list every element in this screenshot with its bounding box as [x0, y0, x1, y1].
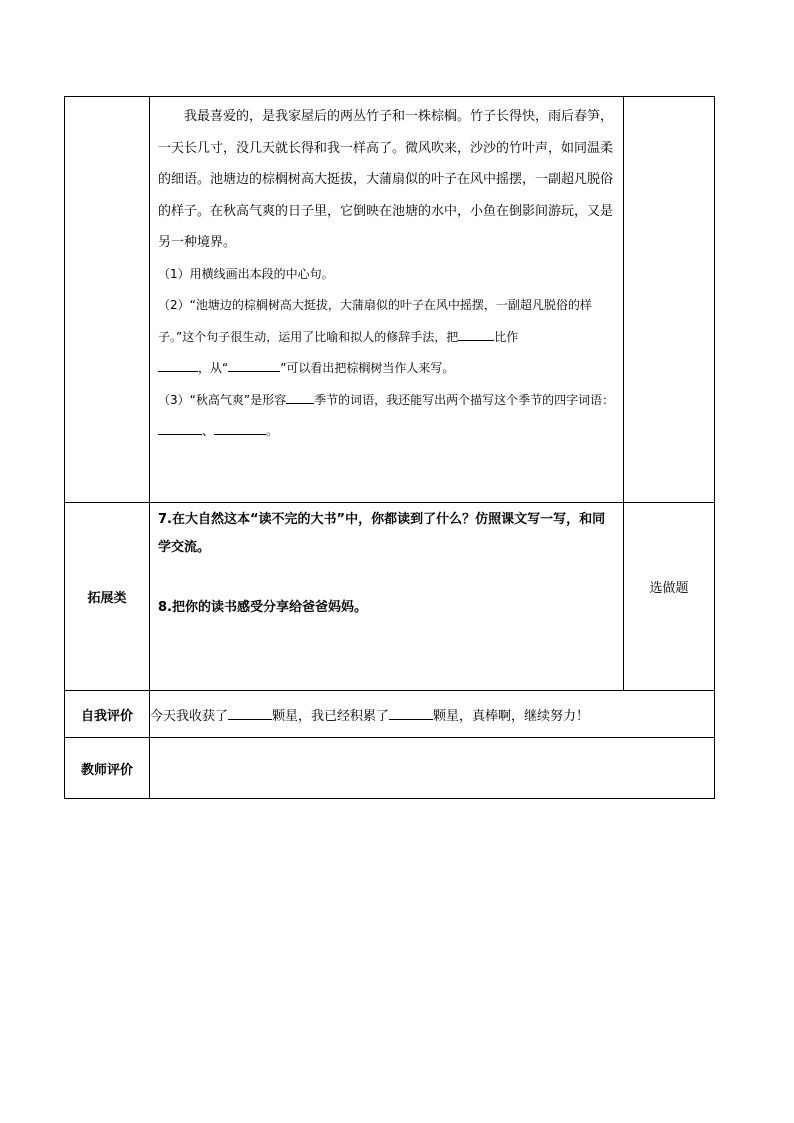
question-1: （1）用横线画出本段的中心句。 — [158, 266, 334, 281]
blank-2c[interactable] — [228, 357, 280, 372]
extension-row — [65, 503, 715, 691]
teacher-eval-row — [65, 738, 715, 799]
self-eval-content: 今天我收获了 颗星，我已经积累了 颗星，真棒啊，继续努力！ — [150, 691, 715, 738]
question-7: 7.在大自然这本“读不完的大书”中，你都读到了什么？仿照课文写一写，和同学交流。 — [158, 512, 606, 555]
reading-label-cell — [65, 97, 150, 503]
teacher-eval-label: 教师评价 — [65, 738, 150, 799]
blank-2b[interactable] — [158, 357, 198, 372]
blank-3b[interactable] — [158, 420, 202, 435]
question-8: 8.把你的读书感受分享给爸爸妈妈。 — [158, 600, 367, 615]
optional-note: 选做题 — [624, 503, 715, 691]
reading-content-cell — [150, 97, 624, 503]
question-2: （2）“池塘边的棕榈树高大挺拔，大蒲扇似的叶子在风中摇摆，一副超凡脱俗的样子。”这个句子很生动，运用了比喻和拟人的修辞手法，把 比作 ，从“ ”可以看出把棕榈树当作人来写。 — [158, 298, 592, 375]
extension-content-cell — [150, 503, 624, 691]
blank-3a[interactable] — [286, 389, 314, 404]
reading-passage: 我最喜爱的，是我家屋后的两丛竹子和一株棕榈。竹子长得快，雨后春笋，一天长几寸，没几天就长得和我一样高了。微风吹来，沙沙的竹叶声，如同温柔的细语。池塘边的棕榈树高大挺拔，大蒲扇似的叶子在风中摇摆，一副超凡脱俗的样子。在秋高气爽的日子里，它倒映在池塘的水中，小鱼在倒影间游玩，又是另一种境界。 — [158, 109, 614, 250]
reading-row — [65, 97, 715, 503]
blank-stars-today[interactable] — [228, 705, 272, 720]
blank-stars-total[interactable] — [389, 705, 433, 720]
question-3: （3）“秋高气爽”是形容 季节的词语，我还能写出两个描写这个季节的四字词语：、 。 — [158, 385, 615, 448]
reading-note-cell — [624, 97, 715, 503]
self-eval-row — [65, 691, 715, 738]
worksheet-table — [64, 96, 715, 799]
teacher-eval-content[interactable] — [150, 738, 715, 799]
extension-label: 拓展类 — [65, 503, 150, 691]
blank-2a[interactable] — [458, 326, 494, 341]
blank-3c[interactable] — [214, 420, 266, 435]
self-eval-label: 自我评价 — [65, 691, 150, 738]
